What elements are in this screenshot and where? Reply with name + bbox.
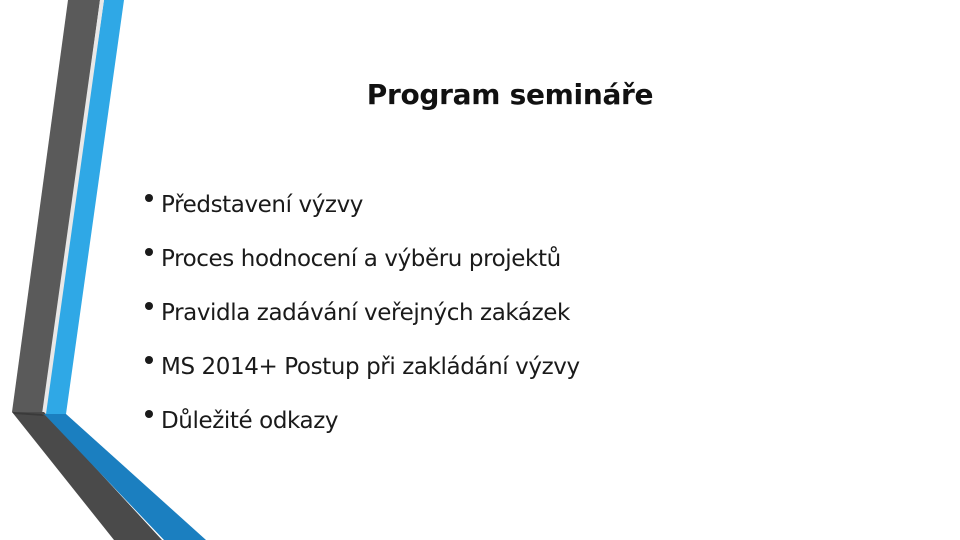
bullet-list (145, 178, 580, 448)
bullet-text: MS 2014+ Postup při zakládání výzvy (161, 354, 580, 380)
bullet-text: Proces hodnocení a výběru projektů (161, 246, 561, 272)
bullet-dot-icon (145, 356, 153, 364)
bullet-text: Představení výzvy (161, 192, 364, 218)
list-item (145, 178, 580, 232)
bullet-text: Pravidla zadávání veřejných zakázek (161, 300, 570, 326)
stripe-dark-diagonal (12, 412, 162, 540)
bullet-dot-icon (145, 410, 153, 418)
list-item (145, 394, 580, 448)
list-item (145, 286, 580, 340)
bullet-dot-icon (145, 302, 153, 310)
bullet-dot-icon (145, 248, 153, 256)
list-item (145, 232, 580, 286)
slide-title: Program semináře (366, 78, 654, 111)
bullet-dot-icon (145, 194, 153, 202)
list-item (145, 340, 580, 394)
bullet-text: Důležité odkazy (161, 408, 339, 434)
